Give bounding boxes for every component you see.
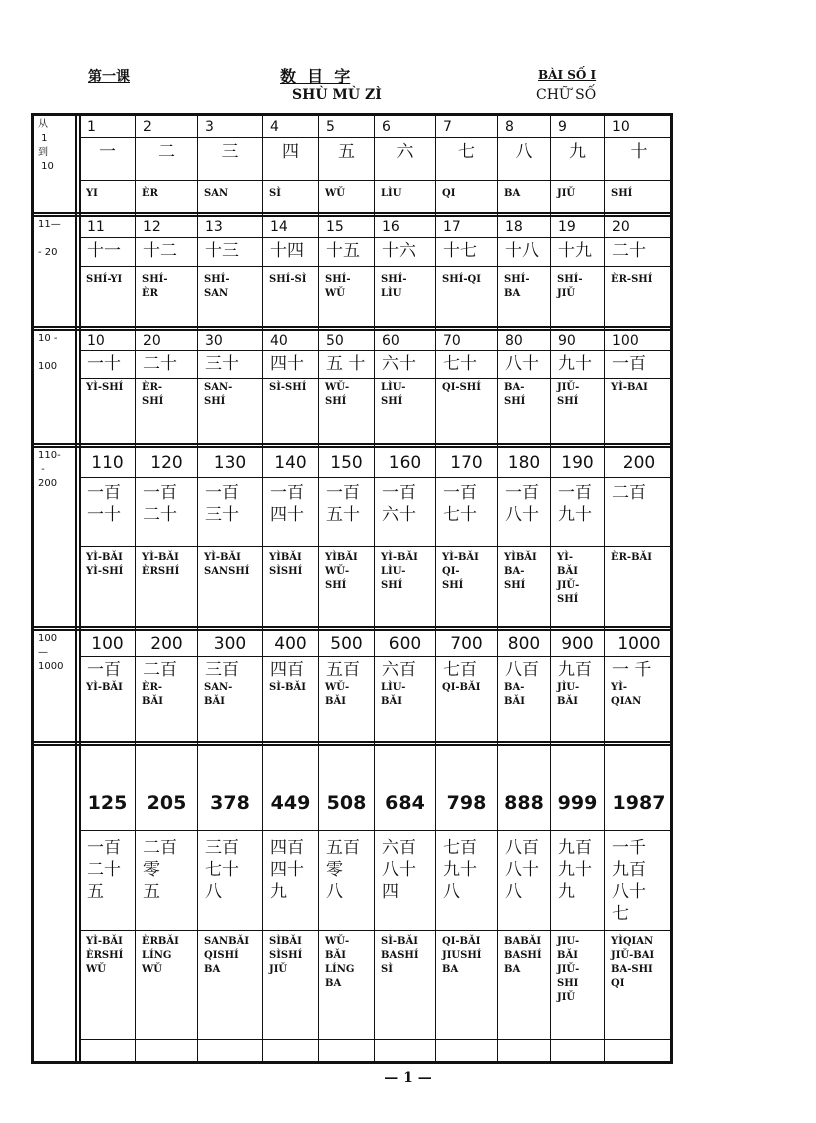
page-number: — 1 — [384, 1070, 432, 1086]
digit-value: 300 [213, 634, 247, 654]
grid-line [34, 326, 670, 328]
digit-value: 100 [91, 634, 124, 654]
chinese-numeral: 三百 [205, 660, 239, 680]
pinyin-reading: JIǓ- SHÍ [557, 382, 580, 407]
digit-value: 80 [505, 333, 523, 349]
grid-line [79, 1039, 670, 1040]
chinese-numeral: 一百 三十 [205, 483, 239, 525]
chinese-numeral: 十四 [270, 241, 304, 261]
lesson-number-cn: 第一课 [88, 69, 130, 85]
chinese-numeral: 一百 [87, 660, 121, 680]
pinyin-reading: SHÍ-QI [442, 274, 481, 285]
chinese-numeral: 十三 [205, 241, 239, 261]
pinyin-reading: JIU- BǍI JIǓ- SHI JIǓ [557, 936, 580, 1003]
digit-value: 5 [326, 119, 335, 135]
chinese-numeral: 十八 [505, 241, 539, 261]
pinyin-reading: YÌ-SHÍ [86, 382, 124, 393]
pinyin-reading: JÌU- BǍI [557, 682, 580, 707]
chinese-numeral: 十五 [326, 241, 360, 261]
digit-value: 140 [274, 453, 307, 473]
digit-value: 14 [270, 219, 288, 235]
pinyin-reading: SANBǍI QISHÍ BA [204, 936, 250, 975]
pinyin-reading: LÌU [381, 188, 402, 199]
digit-value: 508 [326, 792, 367, 814]
digit-value: 3 [205, 119, 214, 135]
pinyin-reading: YÌ-BǍI [86, 682, 123, 693]
digit-value: 798 [446, 792, 487, 814]
digit-value: 100 [612, 333, 639, 349]
pinyin-reading: ÈRBǍI LÍNG WǓ [142, 936, 179, 975]
pinyin-reading: QI [442, 188, 456, 199]
pinyin-reading: JIǓ [557, 188, 576, 199]
page-title-cn: 数 目 字 [280, 67, 351, 86]
lesson-number-vn: BÀI SỐ I [538, 68, 597, 82]
digit-value: 8 [505, 119, 514, 135]
numeral-cell [264, 657, 317, 742]
digit-value: 10 [612, 119, 630, 135]
chinese-numeral: 二十 [612, 241, 646, 261]
numeral-cell [376, 657, 434, 742]
chinese-numeral: 十六 [382, 241, 416, 261]
section-label [34, 747, 75, 1069]
digit-value: 20 [143, 333, 161, 349]
chinese-numeral: 一百 五十 [326, 483, 360, 525]
chinese-numeral: 四 [282, 142, 299, 162]
pinyin-reading: SHÍ-SÌ [269, 274, 307, 285]
grid-line [262, 116, 263, 1061]
chinese-numeral: 七百 九十 八 [443, 838, 477, 902]
grid-line [497, 116, 498, 1061]
pinyin-reading: SAN- BǍI [204, 682, 233, 707]
pinyin-reading: ÈR [142, 188, 158, 199]
section-label: 从 1 到 10 [38, 119, 54, 172]
pinyin-reading: SHÍ- BA [504, 274, 530, 299]
chinese-numeral: 二 [158, 142, 175, 162]
pinyin-reading: YÌBǍI BA- SHÍ [504, 552, 537, 591]
numeral-cell [437, 657, 496, 742]
digit-value: 600 [388, 634, 422, 654]
digit-value: 110 [91, 453, 124, 473]
pinyin-reading: YÌ- BǍI JIǓ- SHÍ [557, 552, 580, 605]
grid-line [604, 116, 605, 1061]
chinese-numeral: 六百 [382, 660, 416, 680]
chinese-numeral: 五 十 [326, 354, 366, 374]
digit-value: 1987 [612, 792, 666, 814]
digit-value: 19 [558, 219, 576, 235]
chinese-numeral: 六 [396, 142, 414, 162]
digit-value: 1 [87, 119, 96, 135]
chinese-numeral: 九 [569, 142, 586, 162]
digit-value: 200 [150, 634, 183, 654]
chinese-numeral: 一百 二十 [143, 483, 177, 525]
chinese-numeral: 十九 [558, 241, 592, 261]
section-label: 10 - 100 [38, 333, 58, 372]
grid-line [34, 626, 670, 628]
pinyin-reading: BA [504, 188, 521, 199]
pinyin-reading: BABǍI BASHÍ BA [504, 936, 542, 975]
digit-value: 13 [205, 219, 223, 235]
chinese-numeral: 三百 七十 八 [205, 838, 239, 902]
chinese-numeral: 四百 [270, 660, 304, 680]
chinese-numeral: 一百 六十 [382, 483, 416, 525]
numeral-cell [552, 657, 603, 742]
pinyin-reading: YÌQIAN JIǓ-BAI BA-SHI QI [611, 936, 655, 989]
chinese-numeral: 八 [515, 142, 533, 162]
chinese-numeral: 二百 [612, 483, 646, 503]
chinese-numeral: 一千 九百 八十 七 [612, 838, 646, 924]
digit-value: 7 [443, 119, 452, 135]
digit-value: 999 [557, 792, 598, 814]
chinese-numeral: 十二 [143, 241, 177, 261]
numeral-cell [199, 657, 261, 742]
digit-value: 130 [213, 453, 247, 473]
digit-value: 200 [622, 453, 656, 473]
chinese-numeral: 一百 [612, 354, 646, 374]
pinyin-reading: ÈR- SHÍ [142, 382, 164, 407]
digit-value: 900 [561, 634, 594, 654]
digit-value: 70 [443, 333, 461, 349]
chinese-numeral: 三 [221, 142, 239, 162]
digit-value: 500 [330, 634, 363, 654]
chinese-numeral: 七十 [443, 354, 477, 374]
chinese-numeral: 二十 [143, 354, 177, 374]
pinyin-reading: SHÍ- WǓ [325, 274, 351, 299]
digit-value: 90 [558, 333, 576, 349]
section-label: 100 — 1000 [38, 633, 64, 672]
grid-line [75, 116, 77, 1061]
pinyin-reading: SÌ-BǍI BASHÍ SÌ [381, 936, 419, 975]
chinese-numeral: 五百 [326, 660, 360, 680]
digit-value: 10 [87, 333, 105, 349]
chinese-numeral: 一百 四十 [270, 483, 304, 525]
chinese-numeral: 八百 [505, 660, 539, 680]
grid-line [34, 443, 670, 445]
pinyin-reading: YÌ-BǍI QI- SHÍ [442, 552, 479, 591]
digit-value: 11 [87, 219, 105, 235]
pinyin-reading: SÌBǍI SÌSHÍ JIǓ [269, 936, 303, 975]
pinyin-reading: WǓ- BǍI LÍNG BA [325, 936, 355, 989]
chinese-numeral: 十一 [87, 241, 121, 261]
digit-value: 449 [270, 792, 311, 814]
digit-value: 1000 [617, 634, 661, 654]
digit-value: 800 [507, 634, 541, 654]
chinese-numeral: 一百 七十 [443, 483, 477, 525]
pinyin-reading: YI [86, 188, 98, 199]
chinese-numeral: 一百 一十 [87, 483, 121, 525]
pinyin-reading: SÌ-SHÍ [269, 382, 307, 393]
pinyin-reading: YÌ-BǍI ÈRSHÍ WǓ [86, 936, 124, 975]
grid-line [34, 212, 670, 214]
digit-value: 4 [270, 119, 279, 135]
grid-line [197, 116, 198, 1061]
pinyin-reading: WǓ [325, 188, 345, 199]
digit-value: 180 [507, 453, 541, 473]
digit-value: 9 [558, 119, 567, 135]
pinyin-reading: YÌ-BǍI LÌU- SHÍ [381, 552, 418, 591]
digit-value: 15 [326, 219, 344, 235]
chinese-numeral: 九十 [558, 354, 592, 374]
pinyin-reading: SAN- SHÍ [204, 382, 233, 407]
pinyin-reading: LÌU- BǍI [381, 682, 406, 707]
digit-value: 30 [205, 333, 223, 349]
pinyin-reading: ÈR-SHÍ [611, 274, 653, 285]
pinyin-reading: BA- BǍI [504, 682, 525, 707]
digit-value: 700 [450, 634, 483, 654]
digit-value: 12 [143, 219, 161, 235]
pinyin-reading: QI-BǍI JIUSHÍ BA [442, 936, 482, 975]
pinyin-reading: BA- SHÍ [504, 382, 526, 407]
digit-value: 684 [385, 792, 425, 814]
chinese-numeral: 六百 八十 四 [382, 838, 416, 902]
chinese-numeral: 四十 [270, 354, 304, 374]
pinyin-reading: SHÍ- JIǓ [557, 274, 583, 299]
pinyin-reading: SHÍ- SAN [204, 274, 230, 299]
pinyin-reading: ÈR- BǍI [142, 682, 163, 707]
page-title-pinyin: SHÙ MÙ ZÌ [292, 87, 382, 103]
chinese-numeral: 三十 [205, 354, 239, 374]
grid-line [374, 116, 375, 1061]
pinyin-reading: SHÍ- ÈR [142, 274, 168, 299]
pinyin-reading: YÌ-BǍI YÌ-SHÍ [86, 552, 124, 577]
pinyin-reading: SAN [204, 188, 229, 199]
digit-value: 50 [326, 333, 344, 349]
section-label: 110- - 200 [38, 450, 61, 489]
digit-value: 160 [388, 453, 422, 473]
digit-value: 125 [87, 792, 128, 814]
numeral-cell [81, 657, 134, 742]
numeral-cell [606, 657, 672, 742]
pinyin-reading: SHÍ- LÌU [381, 274, 407, 299]
digit-value: 378 [210, 792, 250, 814]
pinyin-reading: WǓ- SHÍ [325, 382, 350, 407]
grid-line [318, 116, 319, 1061]
section-label: 11— - 20 [38, 219, 61, 258]
chinese-numeral: 一 [99, 142, 116, 162]
digit-value: 120 [150, 453, 183, 473]
pinyin-reading: QI-BǍI [442, 682, 481, 693]
chinese-numeral: 五百 零 八 [326, 838, 360, 902]
digit-value: 16 [382, 219, 400, 235]
digit-value: 60 [382, 333, 400, 349]
number-table [31, 113, 673, 1064]
grid-line [135, 116, 136, 1061]
digit-value: 2 [143, 119, 152, 135]
chinese-numeral: 二百 零 五 [143, 838, 177, 902]
pinyin-reading: YÌ-BAI [611, 382, 648, 393]
chinese-numeral: 六十 [382, 354, 416, 374]
numeral-cell [499, 657, 549, 742]
digit-value: 170 [450, 453, 483, 473]
digit-value: 40 [270, 333, 288, 349]
digit-value: 6 [382, 119, 391, 135]
chinese-numeral: 八百 八十 八 [505, 838, 539, 902]
pinyin-reading: SÌ-BǍI [269, 682, 306, 693]
chinese-numeral: 一百 八十 [505, 483, 539, 525]
pinyin-reading: WǓ- BǍI [325, 682, 350, 707]
grid-line [435, 116, 436, 1061]
pinyin-reading: YÌ- QIAN [611, 682, 642, 707]
digit-value: 205 [146, 792, 187, 814]
grid-line [550, 116, 551, 1061]
chinese-numeral: 七 [458, 142, 475, 162]
chinese-numeral: 二百 [143, 660, 177, 680]
pinyin-reading: SHÍ [611, 188, 633, 199]
chinese-numeral: 九百 九十 九 [558, 838, 592, 902]
digit-value: 20 [612, 219, 630, 235]
chinese-numeral: 十 [630, 142, 648, 162]
chinese-numeral: 一 千 [612, 660, 652, 680]
pinyin-reading: YÌBǍI WǓ- SHÍ [325, 552, 358, 591]
digit-value: 150 [330, 453, 363, 473]
pinyin-reading: YÌ-BǍI SANSHÍ [204, 552, 250, 577]
chinese-numeral: 一百 九十 [558, 483, 592, 525]
pinyin-reading: ÈR-BǍI [611, 552, 652, 563]
digit-value: 400 [274, 634, 307, 654]
chinese-numeral: 八十 [505, 354, 539, 374]
digit-value: 17 [443, 219, 461, 235]
chinese-numeral: 一百 二十 五 [87, 838, 121, 902]
pinyin-reading: SHÍ-YI [86, 274, 123, 285]
chinese-numeral: 一十 [87, 354, 121, 374]
pinyin-reading: QI-SHÍ [442, 382, 481, 393]
chinese-numeral: 十七 [443, 241, 477, 261]
digit-value: 888 [504, 792, 544, 814]
numeral-cell [320, 657, 373, 742]
chinese-numeral: 九百 [558, 660, 592, 680]
pinyin-reading: SÌ [269, 188, 281, 199]
pinyin-reading: YÌ-BǍI ÈRSHÍ [142, 552, 180, 577]
chinese-numeral: 五 [338, 142, 355, 162]
digit-value: 18 [505, 219, 523, 235]
chinese-numeral: 四百 四十 九 [270, 838, 304, 902]
numeral-cell [137, 657, 196, 742]
page-title-vn: CHỮ SỐ [536, 87, 597, 103]
pinyin-reading: LÌU- SHÍ [381, 382, 406, 407]
chinese-numeral: 七百 [443, 660, 477, 680]
pinyin-reading: YÌBǍI SÌSHÍ [269, 552, 303, 577]
digit-value: 190 [561, 453, 594, 473]
